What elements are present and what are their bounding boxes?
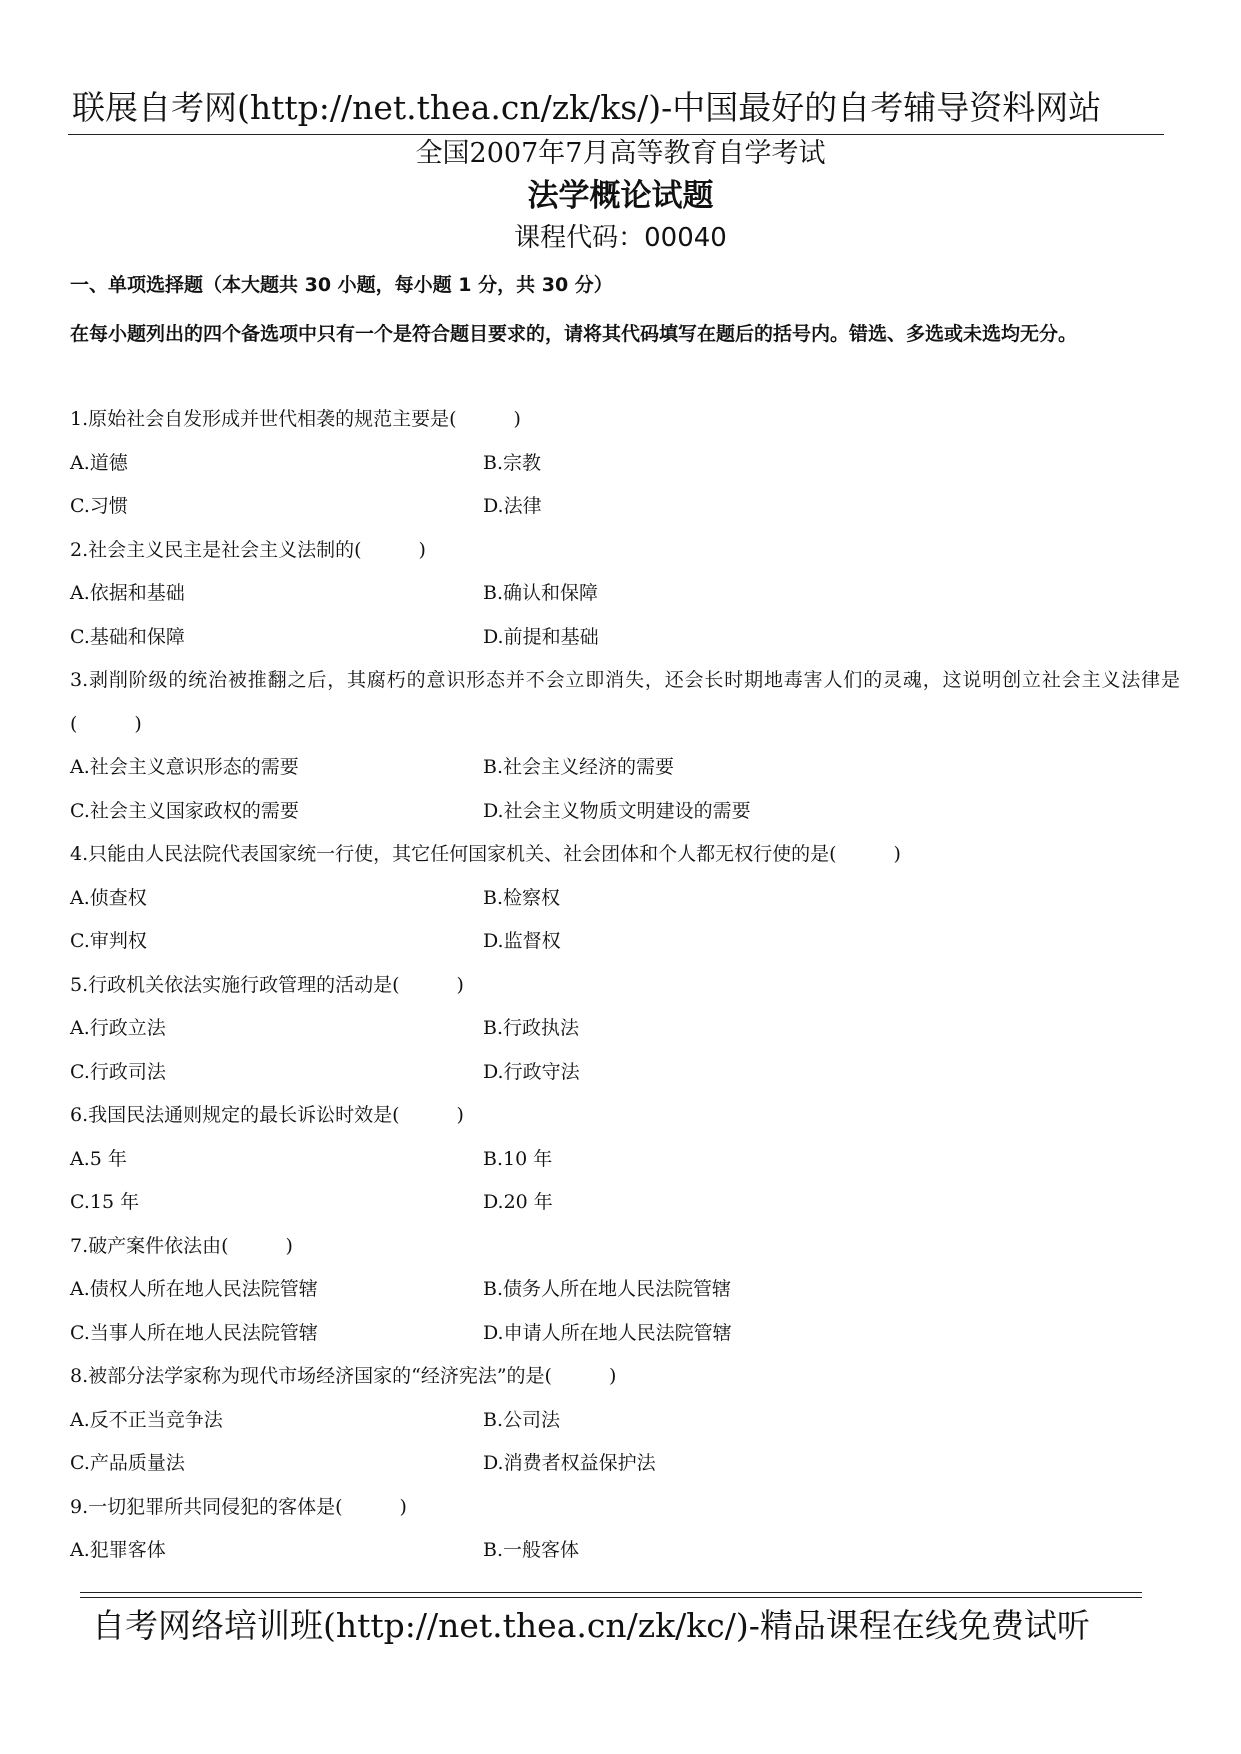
- option-d: D.20 年: [483, 1191, 553, 1213]
- option-row: [70, 442, 1180, 486]
- option-row: [70, 485, 1180, 529]
- option-row: [70, 746, 1180, 790]
- question-list: [70, 398, 1180, 1573]
- option-a: A.反不正当竞争法: [70, 1408, 223, 1431]
- section-instructions: 在每小题列出的四个备选项中只有一个是符合题目要求的，请将其代码填写在题后的括号内。错选、多选或未选均无分。: [70, 323, 1078, 345]
- option-row: [70, 1181, 1180, 1225]
- option-row: [70, 1007, 1180, 1051]
- option-c: C.审判权: [70, 930, 147, 952]
- option-a: A.债权人所在地人民法院管辖: [70, 1278, 318, 1300]
- option-b: B.公司法: [483, 1408, 561, 1431]
- course-code: 课程代码：00040: [514, 223, 727, 253]
- option-b: B.确认和保障: [483, 582, 599, 604]
- option-c: C.15 年: [70, 1191, 140, 1213]
- option-c: C.基础和保障: [70, 625, 185, 648]
- option-row: [70, 572, 1180, 616]
- option-a: A.5 年: [70, 1147, 127, 1170]
- exam-title: 全国2007年7月高等教育自学考试: [415, 138, 826, 169]
- option-d: D.申请人所在地人民法院管辖: [483, 1321, 732, 1344]
- question-7: [70, 1225, 1180, 1356]
- option-c: C.习惯: [70, 495, 128, 517]
- footer-divider: [80, 1592, 1142, 1598]
- question-stem: 3.剥削阶级的统治被推翻之后，其腐朽的意识形态并不会立即消失，还会长时期地毒害人们的灵魂，这说明创立社会主义法律是( ): [70, 669, 1180, 735]
- question-stem: 8.被部分法学家称为现代市场经济国家的“经济宪法”的是( ): [70, 1365, 617, 1387]
- option-row: [70, 1138, 1180, 1182]
- header-divider: [68, 134, 1164, 135]
- question-stem: 6.我国民法通则规定的最长诉讼时效是( ): [70, 1104, 464, 1126]
- option-a: A.依据和基础: [70, 582, 185, 604]
- option-d: D.前提和基础: [483, 625, 599, 648]
- paper-title: 法学概论试题: [527, 178, 714, 214]
- option-a: A.行政立法: [70, 1017, 166, 1039]
- site-footer: 自考网络培训班(http://net.thea.cn/zk/kc/)-精品课程在线免费试听: [92, 1606, 1090, 1645]
- option-b: B.宗教: [483, 451, 542, 474]
- question-4: [70, 833, 1180, 964]
- option-a: A.侦查权: [70, 886, 147, 909]
- question-5: [70, 964, 1180, 1095]
- option-row: [70, 1529, 1180, 1573]
- option-b: B.行政执法: [483, 1017, 580, 1039]
- option-b: B.社会主义经济的需要: [483, 756, 675, 778]
- option-row: [70, 1312, 1180, 1356]
- option-row: [70, 616, 1180, 660]
- question-6: [70, 1094, 1180, 1225]
- option-c: C.行政司法: [70, 1060, 166, 1083]
- option-d: D.消费者权益保护法: [483, 1452, 656, 1474]
- question-3: [70, 659, 1180, 833]
- option-d: D.行政守法: [483, 1060, 580, 1083]
- option-c: C.当事人所在地人民法院管辖: [70, 1321, 318, 1344]
- option-row: [70, 1268, 1180, 1312]
- option-d: D.监督权: [483, 930, 561, 952]
- question-stem: 1.原始社会自发形成并世代相袭的规范主要是( ): [70, 408, 521, 430]
- option-row: [70, 1442, 1180, 1486]
- question-8: [70, 1355, 1180, 1486]
- option-c: C.产品质量法: [70, 1452, 185, 1474]
- option-c: C.社会主义国家政权的需要: [70, 799, 299, 822]
- question-stem: 5.行政机关依法实施行政管理的活动是( ): [70, 973, 464, 996]
- option-row: [70, 1399, 1180, 1443]
- section-heading: 一、单项选择题（本大题共 30 小题，每小题 1 分，共 30 分）: [70, 274, 613, 296]
- option-a: A.道德: [70, 451, 128, 474]
- question-stem: 4.只能由人民法院代表国家统一行使，其它任何国家机关、社会团体和个人都无权行使的是( ): [70, 843, 901, 865]
- option-a: A.社会主义意识形态的需要: [70, 756, 299, 778]
- option-b: B.检察权: [483, 886, 561, 909]
- option-b: B.债务人所在地人民法院管辖: [483, 1278, 732, 1300]
- question-stem: 2.社会主义民主是社会主义法制的( ): [70, 538, 426, 561]
- question-stem: 9.一切犯罪所共同侵犯的客体是( ): [70, 1495, 407, 1518]
- option-d: D.法律: [483, 495, 542, 517]
- question-1: [70, 398, 1180, 529]
- option-a: A.犯罪客体: [70, 1539, 166, 1561]
- question-9: [70, 1486, 1180, 1573]
- option-b: B.10 年: [483, 1147, 553, 1170]
- option-row: [70, 920, 1180, 964]
- option-row: [70, 790, 1180, 834]
- site-header: 联展自考网(http://net.thea.cn/zk/ks/)-中国最好的自考辅导资料网站: [72, 88, 1102, 127]
- option-row: [70, 1051, 1180, 1095]
- question-2: [70, 529, 1180, 660]
- option-row: [70, 877, 1180, 921]
- question-stem: 7.破产案件依法由( ): [70, 1234, 293, 1257]
- option-b: B.一般客体: [483, 1539, 580, 1561]
- option-d: D.社会主义物质文明建设的需要: [483, 799, 751, 822]
